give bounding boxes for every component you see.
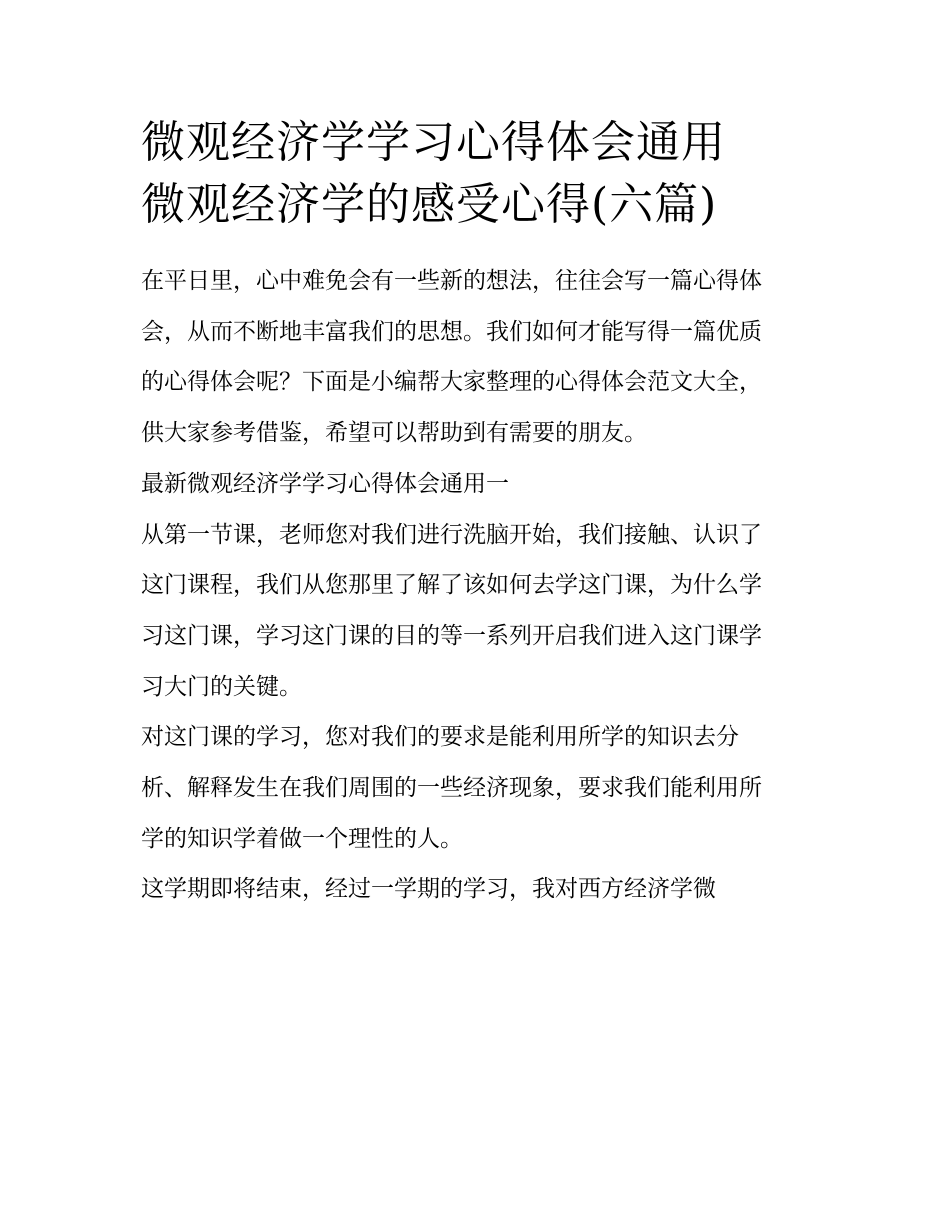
title-line: 微观经济学的感受心得(六篇) bbox=[141, 179, 718, 230]
text-line: 析、解释发生在我们周围的一些经济现象，要求我们能利用所 bbox=[141, 775, 762, 802]
text-line: 习这门课，学习这门课的目的等一系列开启我们进入这门课学 bbox=[141, 622, 762, 649]
text-line: 的心得体会呢？下面是小编帮大家整理的心得体会范文大全， bbox=[141, 369, 762, 396]
text-line: 习大门的关键。 bbox=[141, 673, 302, 700]
text-line: 从第一节课，老师您对我们进行洗脑开始，我们接触、认识了 bbox=[141, 521, 762, 548]
body-paragraph bbox=[141, 510, 821, 713]
text-line: 这学期即将结束，经过一学期的学习，我对西方经济学微 bbox=[141, 876, 716, 903]
text-line: 这门课程，我们从您那里了解了该如何去学这门课，为什么学 bbox=[141, 572, 762, 599]
text-line: 会，从而不断地丰富我们的思想。我们如何才能写得一篇优质 bbox=[141, 318, 762, 345]
document-content bbox=[141, 112, 821, 915]
intro-paragraph bbox=[141, 256, 821, 459]
text-line: 在平日里，心中难免会有一些新的想法，往往会写一篇心得体 bbox=[141, 268, 762, 294]
section-heading bbox=[141, 459, 821, 510]
body-paragraph bbox=[141, 864, 821, 915]
title-line: 微观经济学学习心得体会通用 bbox=[141, 117, 726, 168]
text-line: 学的知识学着做一个理性的人。 bbox=[141, 825, 463, 852]
text-line: 对这门课的学习，您对我们的要求是能利用所学的知识去分 bbox=[141, 724, 739, 751]
text-line: 供大家参考借鉴，希望可以帮助到有需要的朋友。 bbox=[141, 420, 647, 447]
document-title bbox=[141, 112, 821, 236]
document-body bbox=[141, 256, 821, 915]
text-line: 最新微观经济学学习心得体会通用一 bbox=[141, 470, 509, 497]
body-paragraph bbox=[141, 712, 821, 864]
